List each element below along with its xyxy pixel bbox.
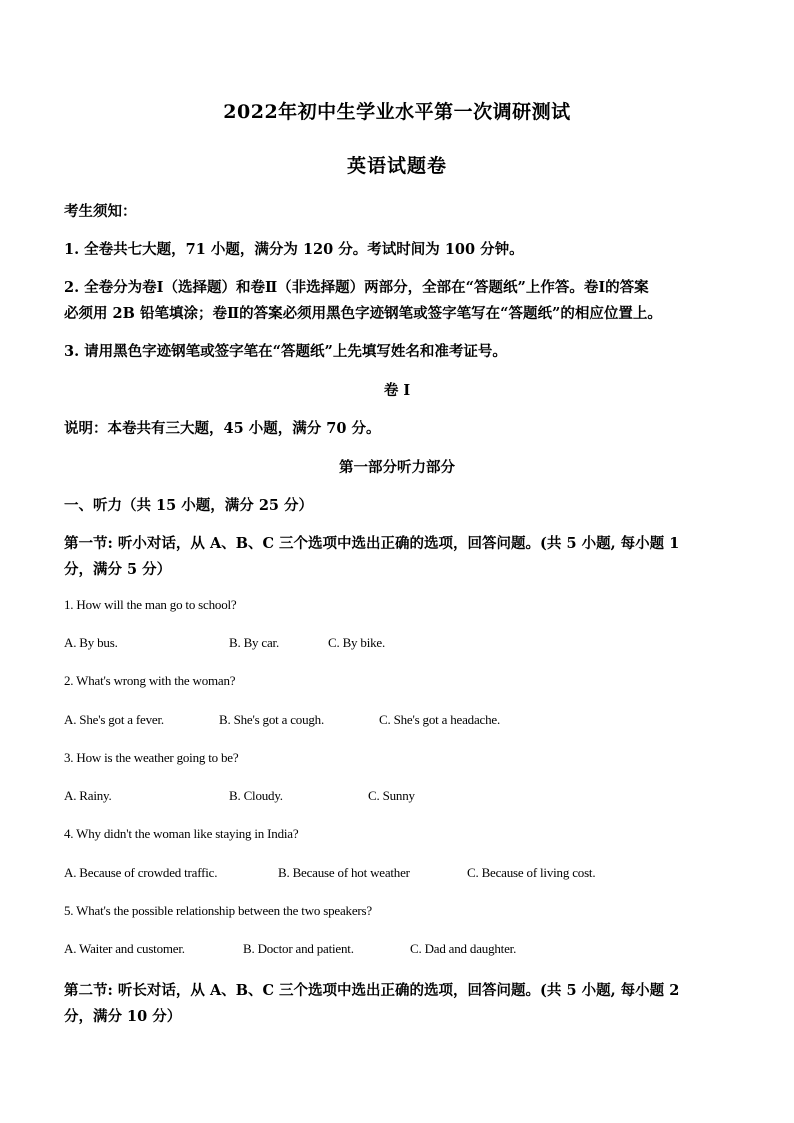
section-1-instruction-line-1: 第一节: 听小对话，从 A、B、C 三个选项中选出正确的选项，回答问题。(共 5 小题, 每小题 1 [64,535,680,552]
exam-title: 2022年初中生学业水平第一次调研测试 [223,101,571,123]
question-5-option-b: B. Doctor and patient. [243,941,354,956]
notice-item-2-line-1: 2. 全卷分为卷Ⅰ（选择题）和卷Ⅱ（非选择题）两部分，全部在“答题纸”上作答。卷Ⅰ的答案 [64,279,649,296]
question-3-option-a: A. Rainy. [64,788,112,803]
question-3-option-c: C. Sunny [368,788,415,803]
section-1-instruction-line-2: 分，满分 5 分） [64,561,172,578]
question-4-option-a: A. Because of crowded traffic. [64,865,218,880]
question-1-option-a: A. By bus. [64,635,118,650]
notice-item-1: 1. 全卷共七大题，71 小题，满分为 120 分。考试时间为 100 分钟。 [64,241,524,258]
volume-label: 卷 I [383,382,411,399]
section-2-instruction-line-2: 分，满分 10 分） [64,1008,182,1025]
question-2-option-b: B. She's got a cough. [219,712,325,727]
section-2-instruction-line-1: 第二节: 听长对话，从 A、B、C 三个选项中选出正确的选项，回答问题。(共 5 小题, 每小题 2 [64,982,680,999]
notice-heading: 考生须知： [64,203,137,220]
question-1-option-c: C. By bike. [328,635,386,650]
question-5-option-c: C. Dad and daughter. [410,941,517,956]
question-1: 1. How will the man go to school? [64,597,237,612]
volume-description: 说明：本卷共有三大题，45 小题，满分 70 分。 [64,420,381,437]
question-3-option-b: B. Cloudy. [229,788,283,803]
section-heading: 一、听力（共 15 小题，满分 25 分） [64,497,314,514]
notice-item-3: 3. 请用黑色字迹钢笔或签字笔在“答题纸”上先填写姓名和准考证号。 [64,343,507,360]
part-title: 第一部分听力部分 [339,459,455,476]
question-4-option-b: B. Because of hot weather [278,865,410,880]
question-4: 4. Why didn't the woman like staying in India? [64,826,299,841]
question-2: 2. What's wrong with the woman? [64,673,236,688]
notice-item-2-line-2: 必须用 2B 铅笔填涂；卷Ⅱ的答案必须用黑色字迹钢笔或签字笔写在“答题纸”的相应位置上。 [64,305,662,322]
exam-subtitle: 英语试题卷 [346,155,447,177]
question-3: 3. How is the weather going to be? [64,750,239,765]
question-1-option-b: B. By car. [229,635,279,650]
question-5-option-a: A. Waiter and customer. [64,941,185,956]
question-5: 5. What's the possible relationship between the two speakers? [64,903,372,918]
question-2-option-c: C. She's got a headache. [379,712,501,727]
question-2-option-a: A. She's got a fever. [64,712,164,727]
question-4-option-c: C. Because of living cost. [467,865,596,880]
